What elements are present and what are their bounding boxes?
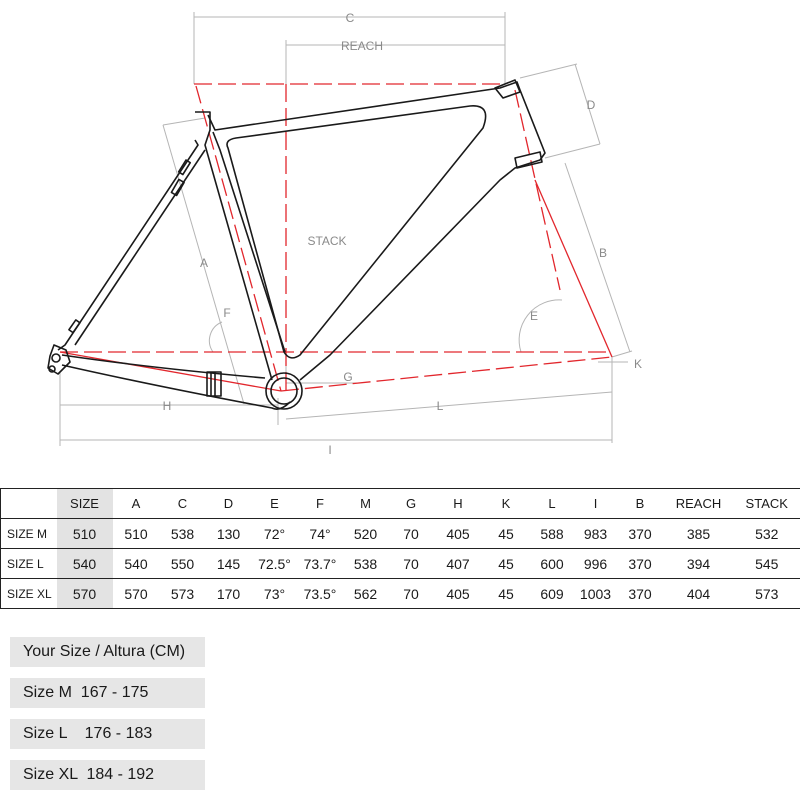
dimension-labels	[163, 11, 642, 457]
table-cell: 609	[530, 579, 575, 609]
column-header-k: K	[483, 489, 530, 519]
label-f: F	[223, 306, 231, 320]
column-header-m: M	[343, 489, 389, 519]
column-header-c: C	[160, 489, 206, 519]
table-row	[1, 549, 800, 579]
size-guide-item-xl: Size XL 184 - 192	[10, 760, 205, 790]
table-cell: 983	[575, 519, 617, 549]
table-cell: 510	[57, 519, 113, 549]
table-cell: 562	[343, 579, 389, 609]
table-row	[1, 519, 800, 549]
table-cell: 1003	[575, 579, 617, 609]
table-header-row	[1, 489, 800, 519]
table-cell: 545	[734, 549, 800, 579]
table-cell: 570	[57, 579, 113, 609]
table-cell: 540	[113, 549, 160, 579]
table-cell: 45	[483, 579, 530, 609]
table-cell: 550	[160, 549, 206, 579]
column-header-a: A	[113, 489, 160, 519]
table-cell: 370	[617, 579, 664, 609]
table-cell: 405	[434, 579, 483, 609]
column-header-size: SIZE	[57, 489, 113, 519]
table-cell: 405	[434, 519, 483, 549]
table-cell: 70	[389, 579, 434, 609]
table-cell: 130	[206, 519, 252, 549]
label-reach: REACH	[340, 39, 384, 53]
table-cell: 588	[530, 519, 575, 549]
label-a: A	[199, 256, 209, 270]
label-l: L	[436, 399, 444, 413]
column-header-reach: REACH	[664, 489, 734, 519]
table-cell: 72.5°	[252, 549, 298, 579]
row-label: SIZE L	[1, 549, 57, 579]
column-header-f: F	[298, 489, 343, 519]
table-cell: 573	[734, 579, 800, 609]
table-cell: 538	[343, 549, 389, 579]
table-cell: 72°	[252, 519, 298, 549]
table-cell: 73.5°	[298, 579, 343, 609]
table-cell: 73°	[252, 579, 298, 609]
table-cell: 385	[664, 519, 734, 549]
table-cell: 370	[617, 549, 664, 579]
column-header-b: B	[617, 489, 664, 519]
table-cell: 45	[483, 549, 530, 579]
table-cell: 73.7°	[298, 549, 343, 579]
table-cell: 170	[206, 579, 252, 609]
label-stack: STACK	[307, 234, 347, 248]
table-cell: 532	[734, 519, 800, 549]
label-i: I	[328, 443, 332, 457]
table-cell: 570	[113, 579, 160, 609]
geometry-table	[0, 488, 800, 609]
table-cell: 540	[57, 549, 113, 579]
table-cell: 520	[343, 519, 389, 549]
label-c: C	[345, 11, 355, 25]
table-cell: 394	[664, 549, 734, 579]
column-header-i: I	[575, 489, 617, 519]
column-header	[1, 489, 57, 519]
table-cell: 70	[389, 519, 434, 549]
size-guide-item-m: Size M 167 - 175	[10, 678, 205, 708]
table-cell: 600	[530, 549, 575, 579]
table-cell: 74°	[298, 519, 343, 549]
table-cell: 996	[575, 549, 617, 579]
label-d: D	[586, 98, 596, 112]
label-b: B	[598, 246, 608, 260]
table-cell: 45	[483, 519, 530, 549]
table-cell: 538	[160, 519, 206, 549]
size-guide-item-l: Size L 176 - 183	[10, 719, 205, 749]
column-header-d: D	[206, 489, 252, 519]
table-cell: 70	[389, 549, 434, 579]
table-cell: 370	[617, 519, 664, 549]
table-cell: 404	[664, 579, 734, 609]
column-header-stack: STACK	[734, 489, 800, 519]
row-label: SIZE XL	[1, 579, 57, 609]
bike-frame-outline	[48, 80, 545, 409]
label-k: K	[633, 357, 643, 371]
table-row	[1, 579, 800, 609]
column-header-h: H	[434, 489, 483, 519]
column-header-e: E	[252, 489, 298, 519]
table-cell: 573	[160, 579, 206, 609]
column-header-l: L	[530, 489, 575, 519]
table-cell: 407	[434, 549, 483, 579]
size-guide-header: Your Size / Altura (CM)	[10, 637, 205, 667]
reference-lines-solid	[60, 180, 612, 391]
table-cell: 510	[113, 519, 160, 549]
row-label: SIZE M	[1, 519, 57, 549]
label-g: G	[343, 370, 353, 384]
label-e: E	[529, 309, 539, 323]
label-h: H	[162, 399, 172, 413]
table-cell: 145	[206, 549, 252, 579]
column-header-g: G	[389, 489, 434, 519]
